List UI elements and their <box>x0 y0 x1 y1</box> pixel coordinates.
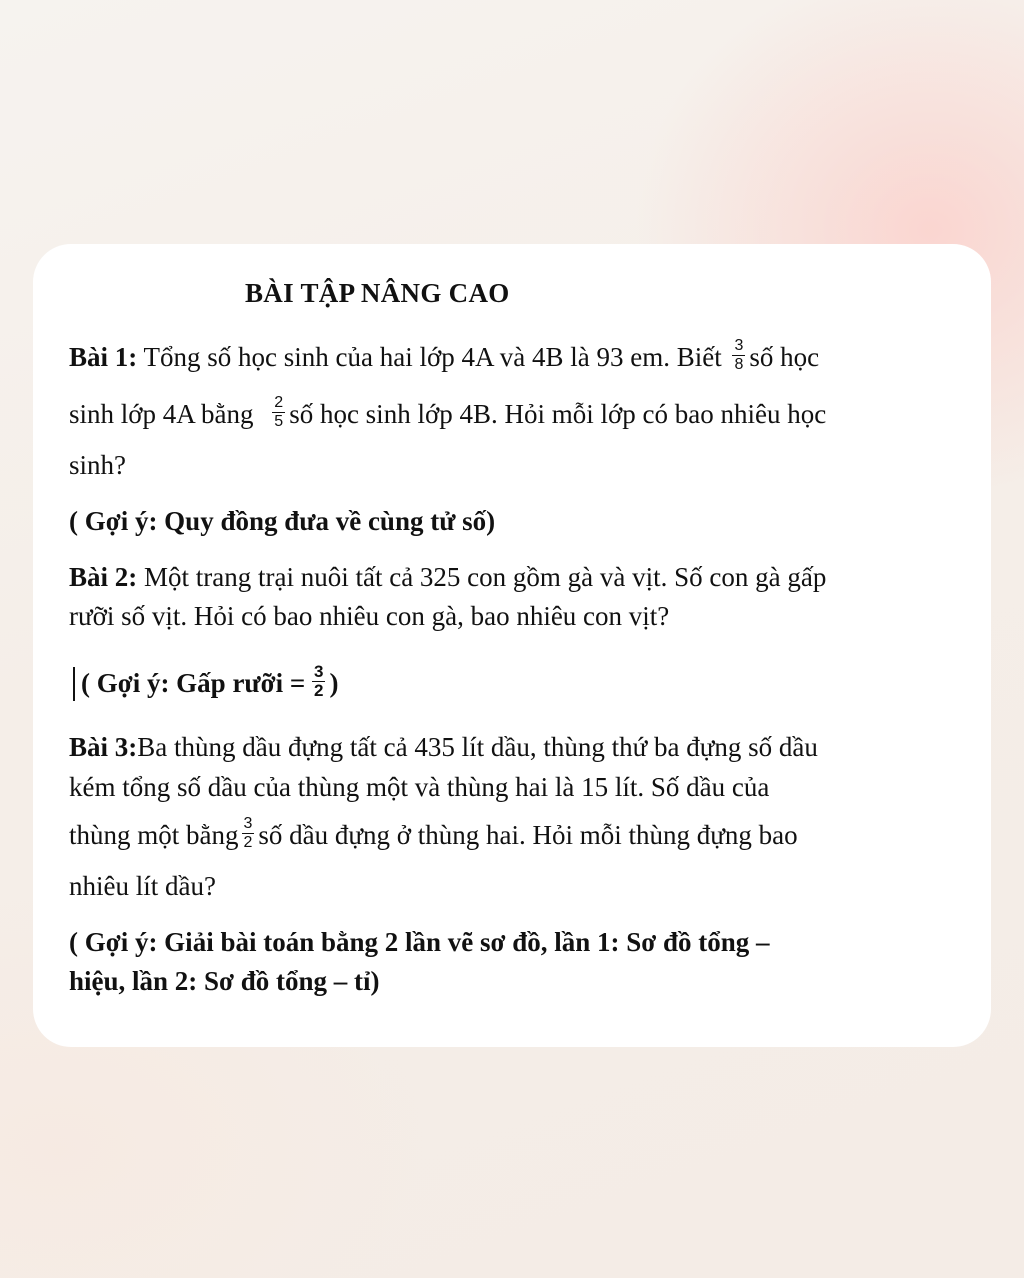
bai3-line1-text: Ba thùng dầu đựng tất cả 435 lít dầu, thùng thứ ba đựng số dầu <box>137 732 818 762</box>
bai3-line1 <box>69 731 818 763</box>
bai3-fraction <box>242 815 255 852</box>
bai3-line3 <box>69 815 798 856</box>
bai2-line1-text: Một trang trại nuôi tất cả 325 con gồm gà và vịt. Số con gà gấp <box>137 562 827 592</box>
bai2-hint-prefix: ( Gợi ý: Gấp rưỡi = <box>81 668 312 698</box>
bai3-line4: nhiêu lít dầu? <box>69 871 216 901</box>
bai1-frac1-den: 8 <box>734 356 744 374</box>
bai2-label: Bài 2: <box>69 562 138 592</box>
bai1-fraction-2 <box>272 394 285 431</box>
bai1-fraction-1 <box>732 337 745 374</box>
bai1-frac1-num: 3 <box>734 337 744 355</box>
bai3-frac-den: 2 <box>243 834 253 852</box>
bai2-hint-fraction <box>312 663 325 700</box>
bai2-hint-frac-den: 2 <box>313 681 324 701</box>
bai3-label: Bài 3: <box>69 732 138 762</box>
content-card <box>33 244 991 1047</box>
bai1-line2-text: sinh lớp 4A bằng <box>69 399 261 429</box>
bai2-hint-suffix: ) <box>329 668 339 698</box>
bai2-line1 <box>69 561 826 593</box>
bai2-hint <box>73 662 339 704</box>
text-cursor <box>73 667 75 701</box>
bai1-line2-tail: số học sinh lớp 4B. Hỏi mỗi lớp có bao nhiêu học <box>289 399 827 429</box>
bai1-line1-text: Tổng số học sinh của hai lớp 4A và 4B là 93 em. Biết <box>137 342 729 372</box>
bai3-hint-line2: hiệu, lần 2: Sơ đồ tổng – tỉ) <box>69 966 380 996</box>
bai3-frac-num: 3 <box>243 815 253 833</box>
bai3-line2: kém tổng số dầu của thùng một và thùng hai là 15 lít. Số dầu của <box>69 772 770 802</box>
page-title: BÀI TẬP NÂNG CAO <box>245 278 510 308</box>
bai3-line3-tail: số dầu đựng ở thùng hai. Hỏi mỗi thùng đựng bao <box>258 820 798 850</box>
bai1-hint: ( Gợi ý: Quy đồng đưa về cùng tử số) <box>69 506 496 536</box>
bai1-frac2-den: 5 <box>274 413 284 431</box>
bai3-line3-pre: thùng một bằng <box>69 820 239 850</box>
bai1-line3: sinh? <box>69 450 126 480</box>
bai1-line1 <box>69 337 820 378</box>
bai2-line2: rưỡi số vịt. Hỏi có bao nhiêu con gà, bao nhiêu con vịt? <box>69 601 670 631</box>
bai1-line1-tail: số học <box>749 342 820 372</box>
bai1-frac2-num: 2 <box>274 394 284 412</box>
bai3-hint-line1: ( Gợi ý: Giải bài toán bằng 2 lần vẽ sơ đồ, lần 1: Sơ đồ tổng – <box>69 927 770 957</box>
bai2-hint-frac-num: 3 <box>313 662 324 682</box>
bai1-line2 <box>69 394 827 435</box>
bai1-label: Bài 1: <box>69 342 138 372</box>
